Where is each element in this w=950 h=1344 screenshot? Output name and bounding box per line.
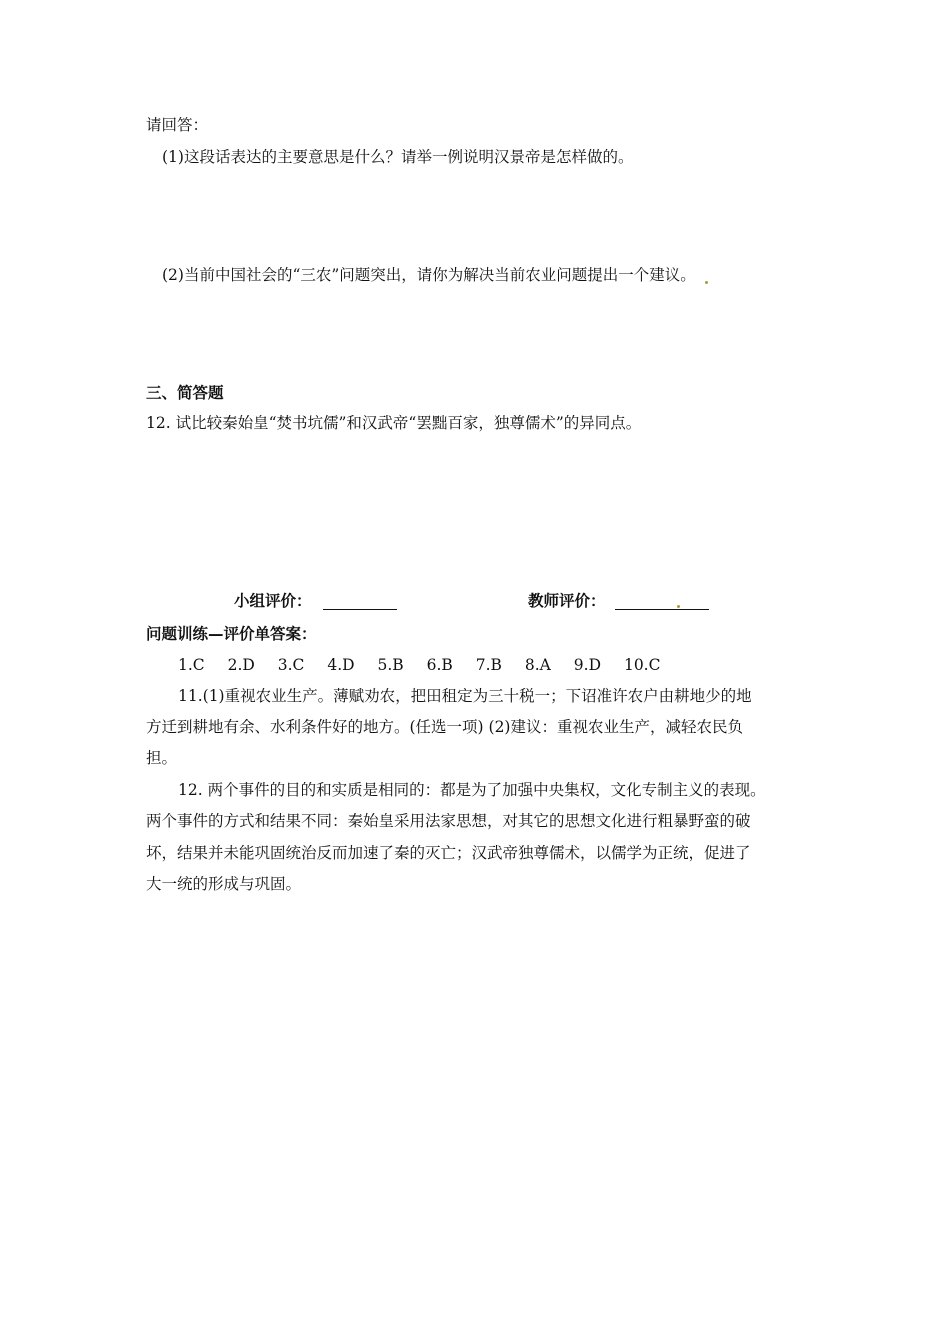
- answer-11-line: 方迁到耕地有余、水利条件好的地方。(任选一项) (2)建议：重视农业生产，减轻农民负: [146, 718, 743, 736]
- choice-answer: 3.C: [277, 656, 305, 674]
- teacher-evaluation-blank: [615, 595, 709, 610]
- answer-12-line: 坏，结果并未能巩固统治反而加速了秦的灭亡；汉武帝独尊儒术，以儒学为正统，促进了: [146, 844, 751, 862]
- group-evaluation-blank: [323, 595, 397, 610]
- choice-answer: 2.D: [227, 656, 255, 674]
- answers-heading: 问题训练—评价单答案：: [146, 625, 317, 643]
- speck-mark: [705, 281, 708, 284]
- speck-mark: [677, 605, 680, 608]
- choice-answer: 6.B: [426, 656, 453, 674]
- group-evaluation-label: 小组评价：: [234, 592, 312, 610]
- choice-answer: 4.D: [327, 656, 355, 674]
- choice-answer: 9.D: [573, 656, 602, 674]
- answer-12-line: 12. 两个事件的目的和实质是相同的：都是为了加强中央集权，文化专制主义的表现。: [178, 781, 766, 799]
- question-12: 12. 试比较秦始皇“焚书坑儒”和汉武帝“罢黜百家，独尊儒术”的异同点。: [146, 414, 642, 432]
- question-2: (2)当前中国社会的“三农”问题突出，请你为解决当前农业问题提出一个建议。: [162, 266, 696, 284]
- teacher-evaluation-label: 教师评价：: [528, 592, 606, 610]
- choice-answers: [178, 658, 678, 674]
- answer-12-line: 两个事件的方式和结果不同：秦始皇采用法家思想，对其它的思想文化进行粗暴野蛮的破: [146, 812, 751, 830]
- choice-answer: 8.A: [524, 656, 551, 674]
- question-1: (1)这段话表达的主要意思是什么？请举一例说明汉景帝是怎样做的。: [162, 148, 634, 166]
- choice-answer: 5.B: [377, 656, 404, 674]
- teacher-evaluation: [528, 594, 709, 610]
- group-evaluation: [234, 594, 397, 610]
- answer-prompt: 请回答：: [146, 116, 209, 134]
- choice-answer: 1.C: [178, 656, 205, 674]
- section-3-heading: 三、简答题: [146, 384, 224, 402]
- answer-11-line: 11.(1)重视农业生产。薄赋劝农，把田租定为三十税一；下诏准许农户由耕地少的地: [178, 687, 752, 705]
- answer-12-line: 大一统的形成与巩固。: [146, 875, 302, 893]
- answer-11-line: 担。: [146, 749, 178, 767]
- choice-answer: 7.B: [475, 656, 502, 674]
- choice-answer: 10.C: [623, 656, 661, 674]
